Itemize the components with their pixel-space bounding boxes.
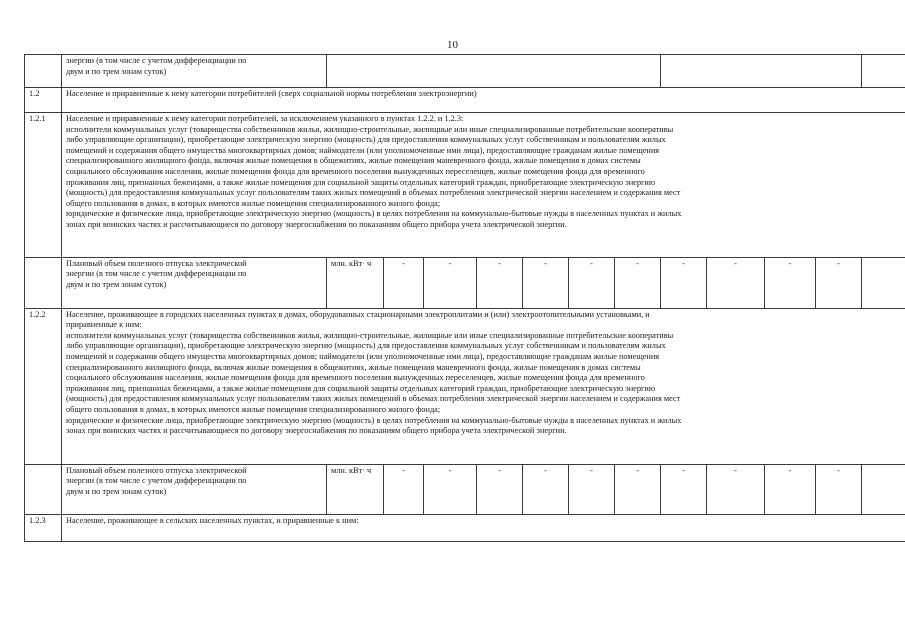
section-title-1-2-3: Население, проживающее в сельских населенных пунктах, и приравненные к ним:	[62, 515, 905, 542]
table-row	[25, 308, 905, 464]
indicator-cell: энергии (в том числе с учетом дифференциации по двум и по трем зонам суток)	[62, 55, 327, 88]
value-cell: -	[816, 464, 862, 515]
table-row	[25, 55, 905, 88]
table-row	[25, 515, 905, 542]
value-cell: -	[816, 257, 862, 308]
table-row	[25, 113, 905, 258]
unit-cell: млн. кВт· ч	[327, 257, 384, 308]
row-number-1-2-2: 1.2.2	[25, 308, 62, 464]
value-cell	[862, 257, 905, 308]
indicator-cell: Плановый объем полезного отпуска электрической энергии (в том числе с учетом дифференциации по двум и по трем зонам суток)	[62, 464, 327, 515]
value-cell	[862, 464, 905, 515]
value-cell: -	[765, 257, 816, 308]
row-number-cell	[25, 257, 62, 308]
value-cell: -	[523, 257, 569, 308]
value-cell: -	[384, 257, 424, 308]
value-cell: -	[707, 464, 765, 515]
table-row	[25, 87, 905, 112]
page-number: 10	[447, 39, 458, 51]
tariff-table	[24, 54, 905, 542]
section-text-1-2-2: Население, проживающее в городских населенных пунктах в домах, оборудованных стационарными электроплитами и (или) электроотопительными установками, и приравненные к ним: исполнители коммунальных услуг (товарищества собственников жилья, жилищно-строительные, жилищные или иные специализированные потребительские кооперативы либо управляющие организации), приобретающие электрическую энергию (мощность) для предоставления коммунальных услуг собственникам и пользователям жилых помещений и содержания общего имущества многоквартирных домов; наймодатели (или уполномоченные ими лица), предоставляющие гражданам жилые помещения специализированного жилищного фонда, включая жилые помещения в общежитиях, жилые помещения маневренного фонда, жилые помещения в домах системы социального обслуживания населения, жилые помещения фонда для временного поселения вынужденных переселенцев, жилые помещения фонда для временного проживания лиц, признанных беженцами, а также жилые помещения для социальной защиты отдельных категорий граждан, приобретающие электрическую энергию (мощность) для предоставления коммунальных услуг пользователям таких жилых помещений в объемах потребления электрической энергии населением и содержания мест общего пользования в домах, в которых имеются жилые помещения специализированного жилого фонда; юридические и физические лица, приобретающие электрическую энергию (мощность) в целях потребления на коммунально-бытовые нужды в населенных пунктах и жилых зонах при воинских частях и рассчитывающиеся по договору энергоснабжения по показаниям общего прибора учета электрической энергии.	[62, 308, 905, 464]
value-cell	[661, 55, 862, 88]
value-cell: -	[615, 257, 661, 308]
value-cell: -	[661, 464, 707, 515]
value-cell: -	[384, 464, 424, 515]
value-cell: -	[569, 257, 615, 308]
value-cell: -	[523, 464, 569, 515]
row-number-1-2-3: 1.2.3	[25, 515, 62, 542]
value-cell: -	[661, 257, 707, 308]
section-text-1-2-1: Население и приравненные к нему категории потребителей, за исключением указанного в пунктах 1.2.2. и 1.2.3: исполнители коммунальных услуг (товарищества собственников жилья, жилищно-строительные, жилищные или иные специализированные потребительские кооперативы либо управляющие организации), приобретающие электрическую энергию (мощность) для предоставления коммунальных услуг собственникам и пользователям жилых помещений и содержания общего имущества многоквартирных домов; наймодатели (или уполномоченные ими лица), предоставляющие гражданам жилые помещения специализированного жилищного фонда, включая жилые помещения в общежитиях, жилые помещения маневренного фонда, жилые помещения в домах системы социального обслуживания населения, жилые помещения фонда для временного поселения вынужденных переселенцев, жилые помещения фонда для временного проживания лиц, признанных беженцами, а также жилые помещения для социальной защиты отдельных категорий граждан, приобретающие электрическую энергию (мощность) для предоставления коммунальных услуг пользователям таких жилых помещений в объемах потребления электрической энергии населением и содержания мест общего пользования в домах, в которых имеются жилые помещения специализированного жилого фонда; юридические и физические лица, приобретающие электрическую энергию (мощность) в целях потребления на коммунально-бытовые нужды в населенных пунктах и жилых зонах при воинских частях и рассчитывающиеся по договору энергоснабжения по показаниям общего прибора учета электрической энергии.	[62, 113, 905, 258]
value-cell	[862, 55, 905, 88]
row-number-1-2-1: 1.2.1	[25, 113, 62, 258]
table-row	[25, 257, 905, 308]
value-cell: -	[615, 464, 661, 515]
value-cell: -	[424, 464, 477, 515]
table-row	[25, 464, 905, 515]
value-cell: -	[424, 257, 477, 308]
value-cell	[327, 55, 661, 88]
row-number-cell	[25, 55, 62, 88]
value-cell: -	[477, 464, 523, 515]
row-number-cell	[25, 464, 62, 515]
unit-cell: млн. кВт· ч	[327, 464, 384, 515]
indicator-cell: Плановый объем полезного отпуска электрической энергии (в том числе с учетом дифференциации по двум и по трем зонам суток)	[62, 257, 327, 308]
row-number-1-2: 1.2	[25, 87, 62, 112]
section-title-1-2: Население и приравненные к нему категории потребителей (сверх социальной нормы потребления электроэнергии)	[62, 87, 905, 112]
value-cell: -	[569, 464, 615, 515]
value-cell: -	[707, 257, 765, 308]
value-cell: -	[765, 464, 816, 515]
value-cell: -	[477, 257, 523, 308]
